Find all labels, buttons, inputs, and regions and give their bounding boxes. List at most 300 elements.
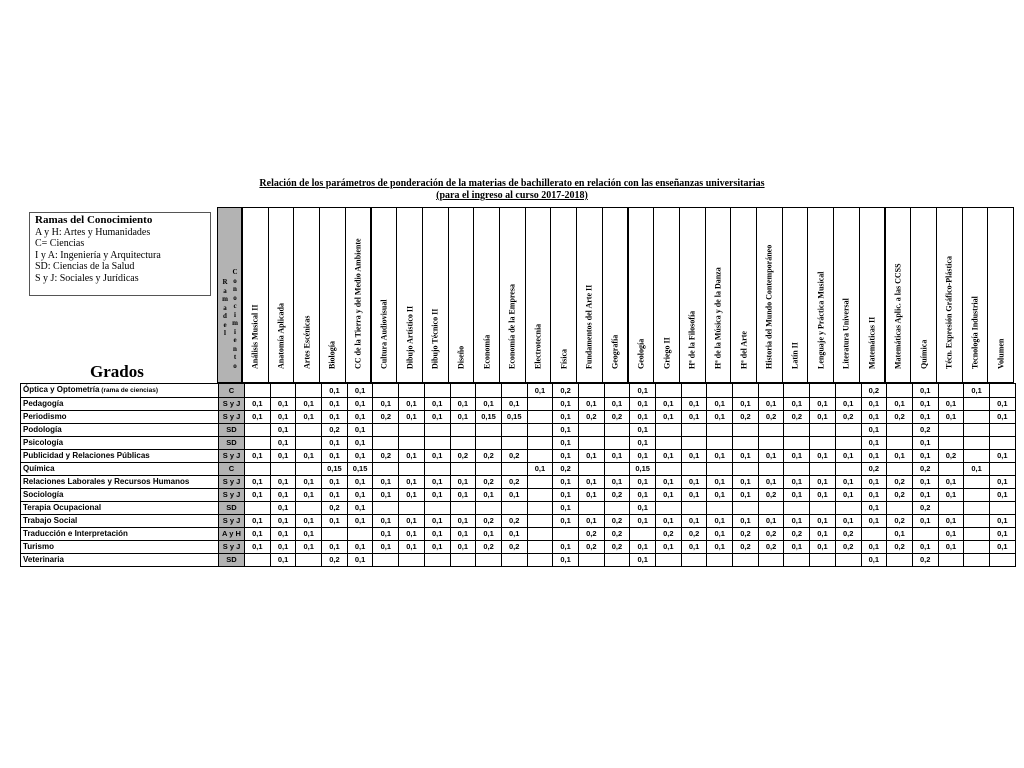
weight-cell: 0,1 bbox=[758, 450, 784, 463]
weight-cell: 0,1 bbox=[989, 411, 1015, 424]
weight-cell: 0,1 bbox=[322, 450, 348, 463]
rama-header-text-1: R a m a d e l bbox=[222, 278, 228, 337]
weight-cell bbox=[527, 502, 553, 515]
weight-cell: 0,1 bbox=[322, 515, 348, 528]
weight-cell bbox=[810, 463, 836, 476]
weight-cell bbox=[501, 463, 527, 476]
weight-cell bbox=[758, 424, 784, 437]
weight-cell: 0,2 bbox=[476, 541, 502, 554]
subject-header-label: Economía bbox=[482, 334, 492, 369]
weight-cell: 0,1 bbox=[912, 489, 938, 502]
weight-cell: 0,1 bbox=[347, 424, 373, 437]
weight-cell bbox=[707, 463, 733, 476]
weight-cell bbox=[733, 384, 759, 398]
weight-cell: 0,1 bbox=[424, 489, 450, 502]
weight-cell: 0,1 bbox=[861, 450, 887, 463]
weight-cell: 0,1 bbox=[399, 411, 425, 424]
weight-cell: 0,1 bbox=[630, 411, 656, 424]
weight-cell: 0,1 bbox=[347, 437, 373, 450]
subject-header-label: Hª del Arte bbox=[739, 331, 749, 369]
grado-name: Veterinaria bbox=[21, 554, 219, 567]
rama-cell: S y J bbox=[219, 476, 245, 489]
weight-cell: 0,2 bbox=[476, 450, 502, 463]
weight-cell: 0,2 bbox=[887, 411, 913, 424]
weight-cell bbox=[964, 411, 990, 424]
weight-cell bbox=[578, 384, 604, 398]
weight-cell bbox=[501, 437, 527, 450]
subject-header bbox=[422, 207, 449, 383]
weight-cell: 0,1 bbox=[707, 515, 733, 528]
subject-header-label: Geología bbox=[636, 338, 646, 369]
weight-cell: 0,1 bbox=[373, 528, 399, 541]
weight-cell: 0,1 bbox=[578, 450, 604, 463]
weight-cell bbox=[424, 463, 450, 476]
subject-header-label: Física bbox=[559, 349, 569, 369]
weight-cell bbox=[707, 502, 733, 515]
weight-cell: 0,1 bbox=[296, 489, 322, 502]
weight-cell: 0,1 bbox=[296, 515, 322, 528]
weight-cell bbox=[784, 424, 810, 437]
weight-cell: 0,1 bbox=[578, 515, 604, 528]
grado-name: Terapia Ocupacional bbox=[21, 502, 219, 515]
subject-header-label: Literatura Universal bbox=[841, 298, 851, 369]
weight-cell bbox=[604, 437, 630, 450]
weight-cell: 0,2 bbox=[784, 528, 810, 541]
weight-cell: 0,1 bbox=[861, 411, 887, 424]
grado-name: Publicidad y Relaciones Públicas bbox=[21, 450, 219, 463]
weight-cell bbox=[707, 424, 733, 437]
subject-header bbox=[807, 207, 834, 383]
weight-cell bbox=[245, 437, 271, 450]
weight-cell bbox=[450, 424, 476, 437]
weight-cell: 0,2 bbox=[501, 476, 527, 489]
legend-heading: Ramas del Conocimiento bbox=[35, 214, 153, 226]
weight-cell bbox=[270, 384, 296, 398]
weight-cell: 0,1 bbox=[322, 398, 348, 411]
weight-cell: 0,1 bbox=[784, 450, 810, 463]
weight-cell: 0,1 bbox=[424, 515, 450, 528]
weight-cell: 0,2 bbox=[887, 541, 913, 554]
weight-cell bbox=[810, 437, 836, 450]
weight-cell: 0,15 bbox=[630, 463, 656, 476]
weight-cell bbox=[681, 463, 707, 476]
weight-cell: 0,1 bbox=[296, 411, 322, 424]
weight-cell: 0,1 bbox=[553, 489, 579, 502]
weight-cell bbox=[578, 554, 604, 567]
weight-cell bbox=[758, 437, 784, 450]
weight-cell bbox=[810, 424, 836, 437]
weight-cell bbox=[373, 384, 399, 398]
weight-cell: 0,2 bbox=[887, 489, 913, 502]
weight-cell: 0,2 bbox=[450, 450, 476, 463]
subject-header bbox=[550, 207, 577, 383]
subject-header bbox=[268, 207, 295, 383]
table-row bbox=[21, 411, 1016, 424]
rama-cell: SD bbox=[219, 437, 245, 450]
weight-cell bbox=[424, 384, 450, 398]
weight-cell bbox=[733, 463, 759, 476]
weight-cell: 0,1 bbox=[270, 450, 296, 463]
weight-cell: 0,1 bbox=[938, 476, 964, 489]
weight-cell bbox=[964, 528, 990, 541]
legend-item: SD: Ciencias de la Salud bbox=[35, 261, 135, 272]
subject-header bbox=[628, 207, 655, 383]
weight-cell: 0,1 bbox=[630, 502, 656, 515]
weight-cell bbox=[578, 463, 604, 476]
weight-cell: 0,1 bbox=[424, 528, 450, 541]
weight-cell bbox=[964, 437, 990, 450]
weight-cell: 0,2 bbox=[784, 411, 810, 424]
table-row bbox=[21, 437, 1016, 450]
weight-cell: 0,1 bbox=[424, 450, 450, 463]
weight-cell bbox=[835, 384, 861, 398]
rama-column-header bbox=[217, 207, 242, 383]
weight-cell: 0,2 bbox=[733, 411, 759, 424]
subject-header-label: Diseño bbox=[456, 345, 466, 369]
weight-cell: 0,2 bbox=[501, 450, 527, 463]
weight-cell bbox=[424, 437, 450, 450]
rama-cell: SD bbox=[219, 554, 245, 567]
weight-cell: 0,1 bbox=[245, 541, 271, 554]
weight-cell: 0,1 bbox=[630, 476, 656, 489]
weight-cell bbox=[733, 554, 759, 567]
weight-cell: 0,1 bbox=[630, 554, 656, 567]
weight-cell: 0,2 bbox=[604, 411, 630, 424]
weight-cell: 0,1 bbox=[810, 528, 836, 541]
weight-cell: 0,2 bbox=[604, 528, 630, 541]
weight-cell bbox=[322, 528, 348, 541]
weight-cell bbox=[501, 554, 527, 567]
rama-header-text-2: C o n o c i m i e n t o bbox=[232, 268, 238, 370]
weight-cell: 0,1 bbox=[707, 411, 733, 424]
weight-cell: 0,1 bbox=[270, 424, 296, 437]
weight-cell bbox=[989, 463, 1015, 476]
weight-cell bbox=[938, 384, 964, 398]
weight-cell bbox=[501, 424, 527, 437]
weight-cell: 0,1 bbox=[912, 398, 938, 411]
weight-cell bbox=[681, 502, 707, 515]
weight-cell: 0,1 bbox=[553, 515, 579, 528]
weight-cell: 0,1 bbox=[656, 489, 682, 502]
weight-cell: 0,1 bbox=[604, 398, 630, 411]
weight-cell: 0,1 bbox=[322, 384, 348, 398]
weight-cell: 0,1 bbox=[296, 450, 322, 463]
weight-cell: 0,1 bbox=[938, 541, 964, 554]
subject-header bbox=[962, 207, 989, 383]
rama-cell: A y H bbox=[219, 528, 245, 541]
weight-cell bbox=[476, 502, 502, 515]
weight-cell bbox=[476, 463, 502, 476]
weight-cell bbox=[399, 437, 425, 450]
weight-cell: 0,1 bbox=[399, 398, 425, 411]
table-row bbox=[21, 450, 1016, 463]
subject-header bbox=[885, 207, 912, 383]
weight-cell bbox=[964, 450, 990, 463]
weight-cell: 0,1 bbox=[887, 528, 913, 541]
weight-cell bbox=[424, 424, 450, 437]
weight-cell: 0,1 bbox=[270, 502, 296, 515]
weight-cell: 0,1 bbox=[476, 489, 502, 502]
weight-cell: 0,1 bbox=[707, 541, 733, 554]
weight-cell bbox=[758, 554, 784, 567]
legend-box bbox=[29, 212, 211, 296]
weight-cell: 0,1 bbox=[912, 515, 938, 528]
weight-cell: 0,1 bbox=[989, 541, 1015, 554]
rama-cell: S y J bbox=[219, 515, 245, 528]
weight-cell: 0,1 bbox=[784, 476, 810, 489]
weight-cell: 0,1 bbox=[450, 528, 476, 541]
weight-cell: 0,2 bbox=[322, 502, 348, 515]
weight-cell: 0,2 bbox=[912, 424, 938, 437]
weight-cell: 0,1 bbox=[245, 398, 271, 411]
subject-header-label: Matemáticas II bbox=[867, 316, 877, 369]
weight-cell bbox=[527, 515, 553, 528]
subject-header bbox=[730, 207, 757, 383]
weight-cell: 0,1 bbox=[347, 502, 373, 515]
weight-cell: 0,2 bbox=[912, 554, 938, 567]
weight-cell bbox=[938, 437, 964, 450]
weight-cell bbox=[656, 437, 682, 450]
weight-cell bbox=[681, 384, 707, 398]
weight-cell bbox=[964, 489, 990, 502]
weight-cell: 0,1 bbox=[501, 528, 527, 541]
weight-cell: 0,1 bbox=[656, 398, 682, 411]
weight-cell: 0,1 bbox=[681, 541, 707, 554]
weight-cell: 0,1 bbox=[810, 476, 836, 489]
weight-cell: 0,1 bbox=[245, 528, 271, 541]
weight-cell bbox=[527, 424, 553, 437]
weight-cell: 0,1 bbox=[553, 424, 579, 437]
weight-cell: 0,1 bbox=[887, 398, 913, 411]
weight-cell bbox=[578, 437, 604, 450]
weight-cell: 0,1 bbox=[810, 515, 836, 528]
grado-name: Trabajo Social bbox=[21, 515, 219, 528]
weight-cell: 0,1 bbox=[938, 489, 964, 502]
grado-name: Relaciones Laborales y Recursos Humanos bbox=[21, 476, 219, 489]
weight-cell: 0,1 bbox=[450, 398, 476, 411]
subject-header bbox=[499, 207, 526, 383]
weight-cell: 0,2 bbox=[578, 528, 604, 541]
weight-cell bbox=[835, 437, 861, 450]
weight-cell: 0,1 bbox=[681, 450, 707, 463]
weight-cell: 0,1 bbox=[270, 398, 296, 411]
subject-header bbox=[576, 207, 603, 383]
weight-cell bbox=[527, 554, 553, 567]
weight-cell: 0,2 bbox=[578, 541, 604, 554]
weight-cell: 0,1 bbox=[399, 489, 425, 502]
weight-cell bbox=[784, 463, 810, 476]
weight-cell: 0,1 bbox=[989, 528, 1015, 541]
weight-cell bbox=[784, 554, 810, 567]
weight-cell: 0,1 bbox=[835, 450, 861, 463]
weight-cell bbox=[245, 424, 271, 437]
weight-cell: 0,1 bbox=[912, 437, 938, 450]
weight-cell: 0,1 bbox=[424, 411, 450, 424]
weight-cell: 0,1 bbox=[476, 528, 502, 541]
grado-name: Traducción e Interpretación bbox=[21, 528, 219, 541]
document-title: Relación de los parámetros de ponderación de la materias de bachillerato en relación con las enseñanzas universitarias bbox=[259, 178, 765, 189]
weight-cell: 0,2 bbox=[887, 515, 913, 528]
weight-cell bbox=[758, 502, 784, 515]
weight-cell: 0,1 bbox=[835, 476, 861, 489]
weight-cell: 0,2 bbox=[835, 541, 861, 554]
rama-cell: S y J bbox=[219, 398, 245, 411]
weight-cell: 0,1 bbox=[938, 411, 964, 424]
weight-cell: 0,2 bbox=[912, 502, 938, 515]
weight-cell bbox=[501, 384, 527, 398]
weight-cell: 0,2 bbox=[758, 411, 784, 424]
weight-cell: 0,1 bbox=[938, 398, 964, 411]
weight-cell: 0,1 bbox=[399, 450, 425, 463]
weight-cell bbox=[964, 541, 990, 554]
weight-cell bbox=[964, 515, 990, 528]
subject-header-label: Técn. Expresión Gráfico-Plástica bbox=[944, 256, 954, 369]
weight-cell bbox=[733, 424, 759, 437]
weight-cell: 0,1 bbox=[784, 515, 810, 528]
grado-name: Periodismo bbox=[21, 411, 219, 424]
weight-cell: 0,1 bbox=[912, 541, 938, 554]
weight-cell bbox=[604, 424, 630, 437]
weight-cell bbox=[938, 463, 964, 476]
weight-cell bbox=[296, 384, 322, 398]
table-row bbox=[21, 463, 1016, 476]
weight-cell bbox=[450, 437, 476, 450]
grados-heading: Grados bbox=[90, 362, 144, 381]
weight-cell: 0,1 bbox=[553, 398, 579, 411]
weight-cell: 0,1 bbox=[630, 437, 656, 450]
weight-cell bbox=[887, 554, 913, 567]
weight-cell bbox=[784, 437, 810, 450]
weight-cell: 0,1 bbox=[989, 476, 1015, 489]
weight-cell: 0,1 bbox=[245, 411, 271, 424]
weight-cell bbox=[296, 502, 322, 515]
weight-cell: 0,1 bbox=[656, 541, 682, 554]
weight-cell bbox=[989, 424, 1015, 437]
weight-cell bbox=[450, 463, 476, 476]
weight-cell: 0,1 bbox=[296, 476, 322, 489]
weight-cell bbox=[347, 528, 373, 541]
weight-cell: 0,1 bbox=[835, 489, 861, 502]
subject-header bbox=[859, 207, 886, 383]
subject-header bbox=[319, 207, 346, 383]
weight-cell bbox=[964, 424, 990, 437]
weight-cell bbox=[989, 502, 1015, 515]
weight-cell bbox=[656, 463, 682, 476]
table-row bbox=[21, 515, 1016, 528]
weight-cell: 0,2 bbox=[322, 424, 348, 437]
weight-cell: 0,1 bbox=[861, 476, 887, 489]
weight-cell bbox=[938, 424, 964, 437]
subject-header bbox=[448, 207, 475, 383]
weight-cell bbox=[733, 502, 759, 515]
weight-cell bbox=[476, 437, 502, 450]
weight-cell: 0,1 bbox=[604, 450, 630, 463]
weight-cell bbox=[835, 554, 861, 567]
weight-cell: 0,1 bbox=[424, 541, 450, 554]
weight-cell bbox=[296, 424, 322, 437]
weight-cell bbox=[424, 554, 450, 567]
weight-cell bbox=[450, 502, 476, 515]
weight-cell bbox=[501, 502, 527, 515]
table-row bbox=[21, 541, 1016, 554]
weight-cell: 0,1 bbox=[681, 411, 707, 424]
weight-cell: 0,1 bbox=[347, 384, 373, 398]
weight-cell: 0,1 bbox=[553, 554, 579, 567]
weight-cell: 0,1 bbox=[270, 411, 296, 424]
weight-cell bbox=[989, 554, 1015, 567]
weight-cell: 0,1 bbox=[861, 398, 887, 411]
weight-cell: 0,2 bbox=[861, 384, 887, 398]
grado-name: Pedagogía bbox=[21, 398, 219, 411]
weight-cell bbox=[630, 528, 656, 541]
weight-cell bbox=[656, 384, 682, 398]
weight-cell bbox=[784, 502, 810, 515]
weight-cell: 0,1 bbox=[450, 411, 476, 424]
weight-cell: 0,1 bbox=[810, 541, 836, 554]
weight-cell: 0,1 bbox=[630, 541, 656, 554]
weight-cell: 0,1 bbox=[270, 528, 296, 541]
weight-cell bbox=[399, 424, 425, 437]
subject-header-label: Latín II bbox=[790, 342, 800, 369]
subject-header-label: Hª de la Música y de la Danza bbox=[713, 267, 723, 369]
weight-cell bbox=[399, 502, 425, 515]
weight-cell bbox=[476, 424, 502, 437]
weight-cell: 0,1 bbox=[707, 476, 733, 489]
subject-header bbox=[602, 207, 629, 383]
weight-cell bbox=[835, 424, 861, 437]
subject-header bbox=[936, 207, 963, 383]
weight-cell bbox=[656, 554, 682, 567]
subject-header-label: Lenguaje y Práctica Musical bbox=[816, 271, 826, 369]
weight-cell bbox=[887, 463, 913, 476]
weight-cell bbox=[964, 398, 990, 411]
weight-cell: 0,1 bbox=[347, 476, 373, 489]
weight-cell: 0,1 bbox=[347, 541, 373, 554]
table-row bbox=[21, 398, 1016, 411]
weight-cell: 0,1 bbox=[347, 398, 373, 411]
weight-cell bbox=[989, 437, 1015, 450]
weight-cell: 0,1 bbox=[399, 528, 425, 541]
weight-cell: 0,1 bbox=[989, 450, 1015, 463]
weight-cell: 0,1 bbox=[501, 398, 527, 411]
weight-cell bbox=[245, 384, 271, 398]
weight-cell: 0,1 bbox=[861, 502, 887, 515]
weight-cell: 0,1 bbox=[245, 515, 271, 528]
weight-cell: 0,1 bbox=[912, 450, 938, 463]
weight-cell: 0,2 bbox=[501, 515, 527, 528]
weight-cell bbox=[707, 554, 733, 567]
weight-cell bbox=[887, 502, 913, 515]
weight-cell: 0,1 bbox=[861, 541, 887, 554]
weight-cell: 0,1 bbox=[347, 554, 373, 567]
weight-cell: 0,1 bbox=[912, 476, 938, 489]
weight-cell: 0,1 bbox=[784, 398, 810, 411]
weight-cell bbox=[296, 437, 322, 450]
weight-cell bbox=[835, 463, 861, 476]
subject-header bbox=[756, 207, 783, 383]
subject-header bbox=[371, 207, 398, 383]
weight-cell: 0,1 bbox=[656, 515, 682, 528]
weight-cell: 0,1 bbox=[656, 411, 682, 424]
weight-cell bbox=[450, 384, 476, 398]
weight-cell bbox=[733, 437, 759, 450]
weight-cell: 0,2 bbox=[373, 411, 399, 424]
weight-cell: 0,1 bbox=[938, 515, 964, 528]
weight-cell: 0,1 bbox=[270, 476, 296, 489]
weight-cell: 0,1 bbox=[450, 489, 476, 502]
weight-cell bbox=[861, 528, 887, 541]
weight-cell: 0,1 bbox=[322, 437, 348, 450]
